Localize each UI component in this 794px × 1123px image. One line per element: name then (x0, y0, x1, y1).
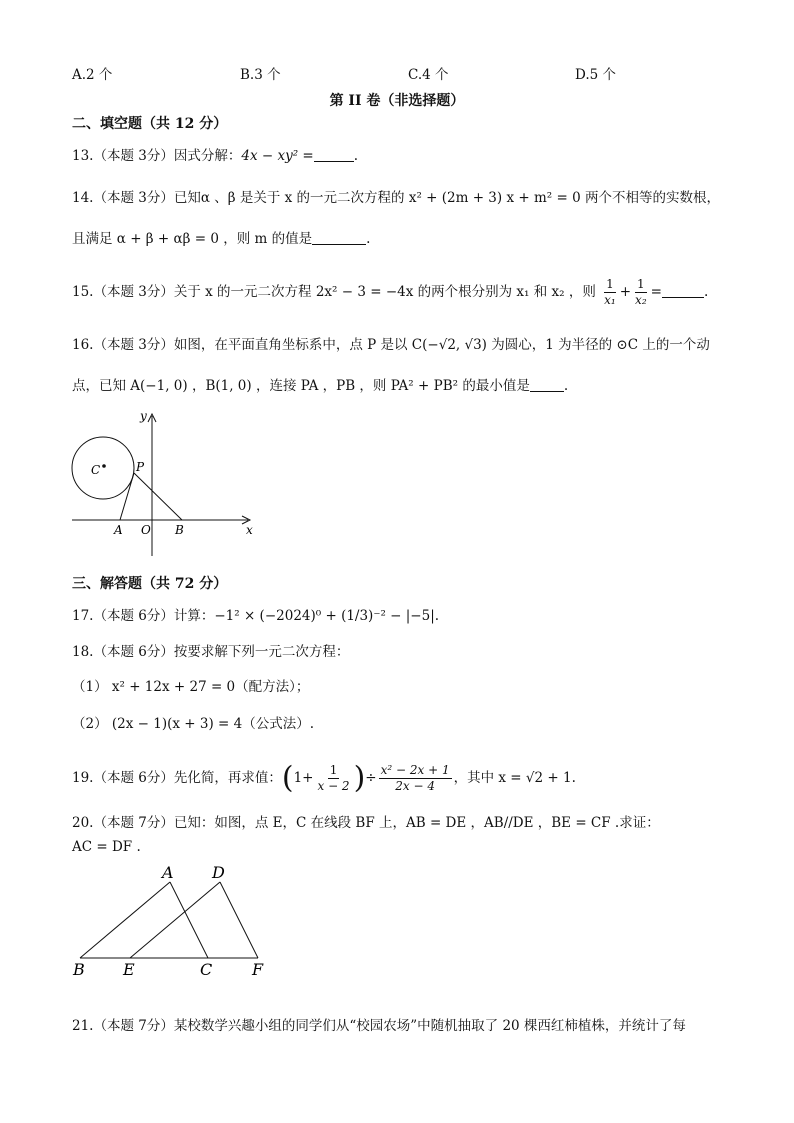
equals-sign: = (650, 284, 662, 300)
label-x: x (246, 523, 253, 537)
q16-text: 点，已知 A(−1, 0) ，B(1, 0) ，连接 PA ，PB ，则 PA² + PB² 的最小值是 (72, 378, 530, 394)
label-b: B (175, 523, 184, 537)
label-f: F (252, 960, 264, 979)
denominator: x − 2 (317, 779, 350, 793)
numerator: 1 (329, 763, 338, 777)
answer-blank[interactable] (312, 230, 366, 245)
q16-suffix: . (563, 378, 569, 394)
question-16-line1: 16.（本题 3分）如图，在平面直角坐标系中，点 P 是以 C(−√2, √3) 为圆心，1 为半径的 ⊙C 上的一个动 (72, 337, 710, 353)
q19-prefix: 19.（本题 6分）先化简，再求值： (72, 770, 282, 786)
option-b: B.3 个 (240, 67, 281, 83)
fraction-1 (602, 277, 618, 308)
answer-blank[interactable] (314, 147, 354, 162)
denominator: x₂ (635, 293, 647, 307)
label-e: E (123, 960, 135, 979)
right-paren: ) (353, 760, 366, 796)
left-paren: ( (281, 760, 294, 796)
question-18-part2: （2） (2x − 1)(x + 3) = 4（公式法）. (72, 716, 315, 732)
plus-sign: + (619, 284, 632, 300)
option-d: D.5 个 (575, 67, 617, 83)
segment-ab (80, 882, 170, 958)
label-d: D (212, 863, 225, 882)
question-20-line2: AC = DF . (72, 839, 141, 855)
numerator: 1 (637, 277, 645, 291)
denominator: x₁ (604, 293, 616, 307)
question-18-title: 18.（本题 6分）按要求解下列一元二次方程： (72, 644, 350, 660)
q19-suffix: ，其中 x = √2 + 1. (453, 770, 576, 786)
segment-de (130, 882, 220, 958)
q15-prefix: 15.（本题 3分）关于 x 的一元二次方程 2x² − 3 = −4x 的两个根分别为 x₁ 和 x₂ ，则 (72, 284, 596, 300)
label-a: A (114, 523, 123, 537)
label-c: C (91, 463, 101, 477)
label-p: P (136, 460, 145, 474)
option-c: C.4 个 (408, 67, 449, 83)
answer-blank[interactable] (530, 377, 564, 392)
question-14-line2 (72, 229, 370, 249)
figure-circle-coordinate (66, 410, 266, 560)
fraction-2 (633, 277, 649, 308)
q13-prefix: 13.（本题 3分）因式分解： (72, 148, 242, 164)
one-plus: 1+ (293, 770, 314, 786)
q15-suffix: . (703, 284, 709, 300)
volume-title: 第 II 卷（非选择题） (329, 93, 465, 109)
figure-triangles (70, 862, 280, 982)
question-17: 17.（本题 6分）计算：−1² × (−2024)⁰ + (1/3)⁻² − |−5|. (72, 608, 440, 624)
section-fill-blank: 二、填空题（共 12 分） (72, 116, 228, 132)
fraction-outer (379, 763, 452, 794)
center-point-c (102, 464, 106, 468)
section-solutions: 三、解答题（共 72 分） (72, 576, 228, 592)
q13-suffix: . (353, 148, 359, 164)
question-19 (72, 758, 576, 799)
option-a: A.2 个 (72, 67, 113, 83)
label-b: B (73, 960, 85, 979)
numerator: x² − 2x + 1 (380, 763, 450, 777)
question-16-line2 (72, 376, 568, 396)
q14-text: 且满足 α + β + αβ = 0 ，则 m 的值是 (72, 231, 313, 247)
numerator: 1 (606, 277, 614, 291)
circle-c (72, 437, 134, 499)
question-13 (72, 146, 358, 166)
divide-sign: ÷ (365, 770, 377, 786)
segment-pb (134, 473, 182, 520)
segment-df (220, 882, 258, 958)
q14-suffix: . (366, 231, 371, 247)
question-21: 21.（本题 7分）某校数学兴趣小组的同学们从“校园农场”中随机抽取了 20 棵西红柿植株，并统计了每 (72, 1018, 686, 1034)
segment-pa (120, 473, 134, 520)
fraction-inner (315, 763, 351, 794)
label-a: A (162, 863, 174, 882)
label-y: y (140, 409, 147, 423)
question-18-part1: （1） x² + 12x + 27 = 0（配方法）； (72, 679, 310, 695)
question-20-line1: 20.（本题 7分）已知：如图，点 E，C 在线段 BF 上，AB = DE ，AB//DE ，BE = CF .求证： (72, 815, 660, 831)
question-15 (72, 272, 708, 312)
answer-blank[interactable] (662, 283, 704, 298)
denominator: 2x − 4 (395, 779, 435, 793)
question-14-line1: 14.（本题 3分）已知α 、β 是关于 x 的一元二次方程的 x² + (2m + 3) x + m² = 0 两个不相等的实数根， (72, 190, 720, 206)
q13-expr: 4x − xy² = (241, 148, 314, 164)
label-c: C (200, 960, 213, 979)
label-o: O (141, 523, 151, 537)
